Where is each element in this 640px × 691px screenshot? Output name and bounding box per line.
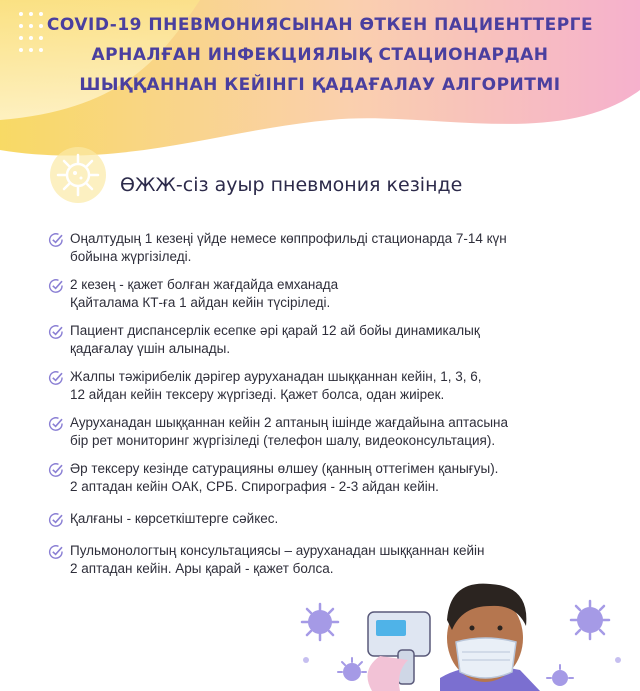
list-item: Пациент диспансерлік есепке әрі қарай 12 ай бойы динамикалық қадағалау үшін алынады. <box>48 322 608 358</box>
virus-icon <box>338 658 366 681</box>
title-line-1: COVID-19 ПНЕВМОНИЯСЫНАН ӨТКЕН ПАЦИЕНТТЕРГЕ <box>46 15 594 35</box>
title-line-3: ШЫҚҚАННАН КЕЙІНГІ ҚАДАҒАЛАУ АЛГОРИТМІ <box>79 75 561 95</box>
list-item: 2 кезең - қажет болған жағдайда емханада Қайталама КТ-ға 1 айдан кейін түсіріледі. <box>48 276 608 312</box>
check-circle-icon <box>48 462 64 478</box>
check-circle-icon <box>48 324 64 340</box>
title-line-2: АРНАЛҒАН ИНФЕКЦИЯЛЫҚ СТАЦИОНАРДАН <box>91 45 549 65</box>
list-item: Пульмонологтың консультациясы – ауруханадан шыққаннан кейін 2 аптадан кейін. Ары қарай - қажет болса. <box>48 542 608 578</box>
thermometer-icon <box>368 612 431 691</box>
page-title <box>0 10 640 100</box>
virus-icon <box>302 604 338 640</box>
check-circle-icon <box>48 232 64 248</box>
check-circle-icon <box>48 416 64 432</box>
section-title: ӨЖЖ-сіз ауыр пневмония кезінде <box>120 174 463 196</box>
check-circle-icon <box>48 544 64 560</box>
list-item: Ауруханадан шыққаннан кейін 2 аптаның ішінде жағдайына аптасына бір рет мониторинг жүргізіледі (телефон шалу, видеоконсультация). <box>48 414 608 450</box>
virus-icon <box>571 601 609 639</box>
algorithm-list <box>48 230 608 588</box>
list-item: Оңалтудың 1 кезеңі үйде немесе көппрофильді стационарда 7-14 күн бойына жүргізіледі. <box>48 230 608 266</box>
virus-icon <box>48 145 108 205</box>
patient-illustration <box>440 584 540 691</box>
illustration-doctor-thermometer <box>0 560 640 691</box>
virus-icon <box>547 665 573 686</box>
check-circle-icon <box>48 512 64 528</box>
list-item: Әр тексеру кезінде сатурацияны өлшеу (қанның оттегімен қанығуы). 2 аптадан кейін ОАК, СРБ. Спирография - 2-3 айдан кейін. <box>48 460 608 496</box>
list-item: Жалпы тәжірибелік дәрігер ауруханадан шыққаннан кейін, 1, 3, 6, 12 айдан кейін тексеру жүргізеді. Қажет болса, одан жиірек. <box>48 368 608 404</box>
list-item: Қалғаны - көрсеткіштерге сәйкес. <box>48 510 608 528</box>
check-circle-icon <box>48 370 64 386</box>
check-circle-icon <box>48 278 64 294</box>
